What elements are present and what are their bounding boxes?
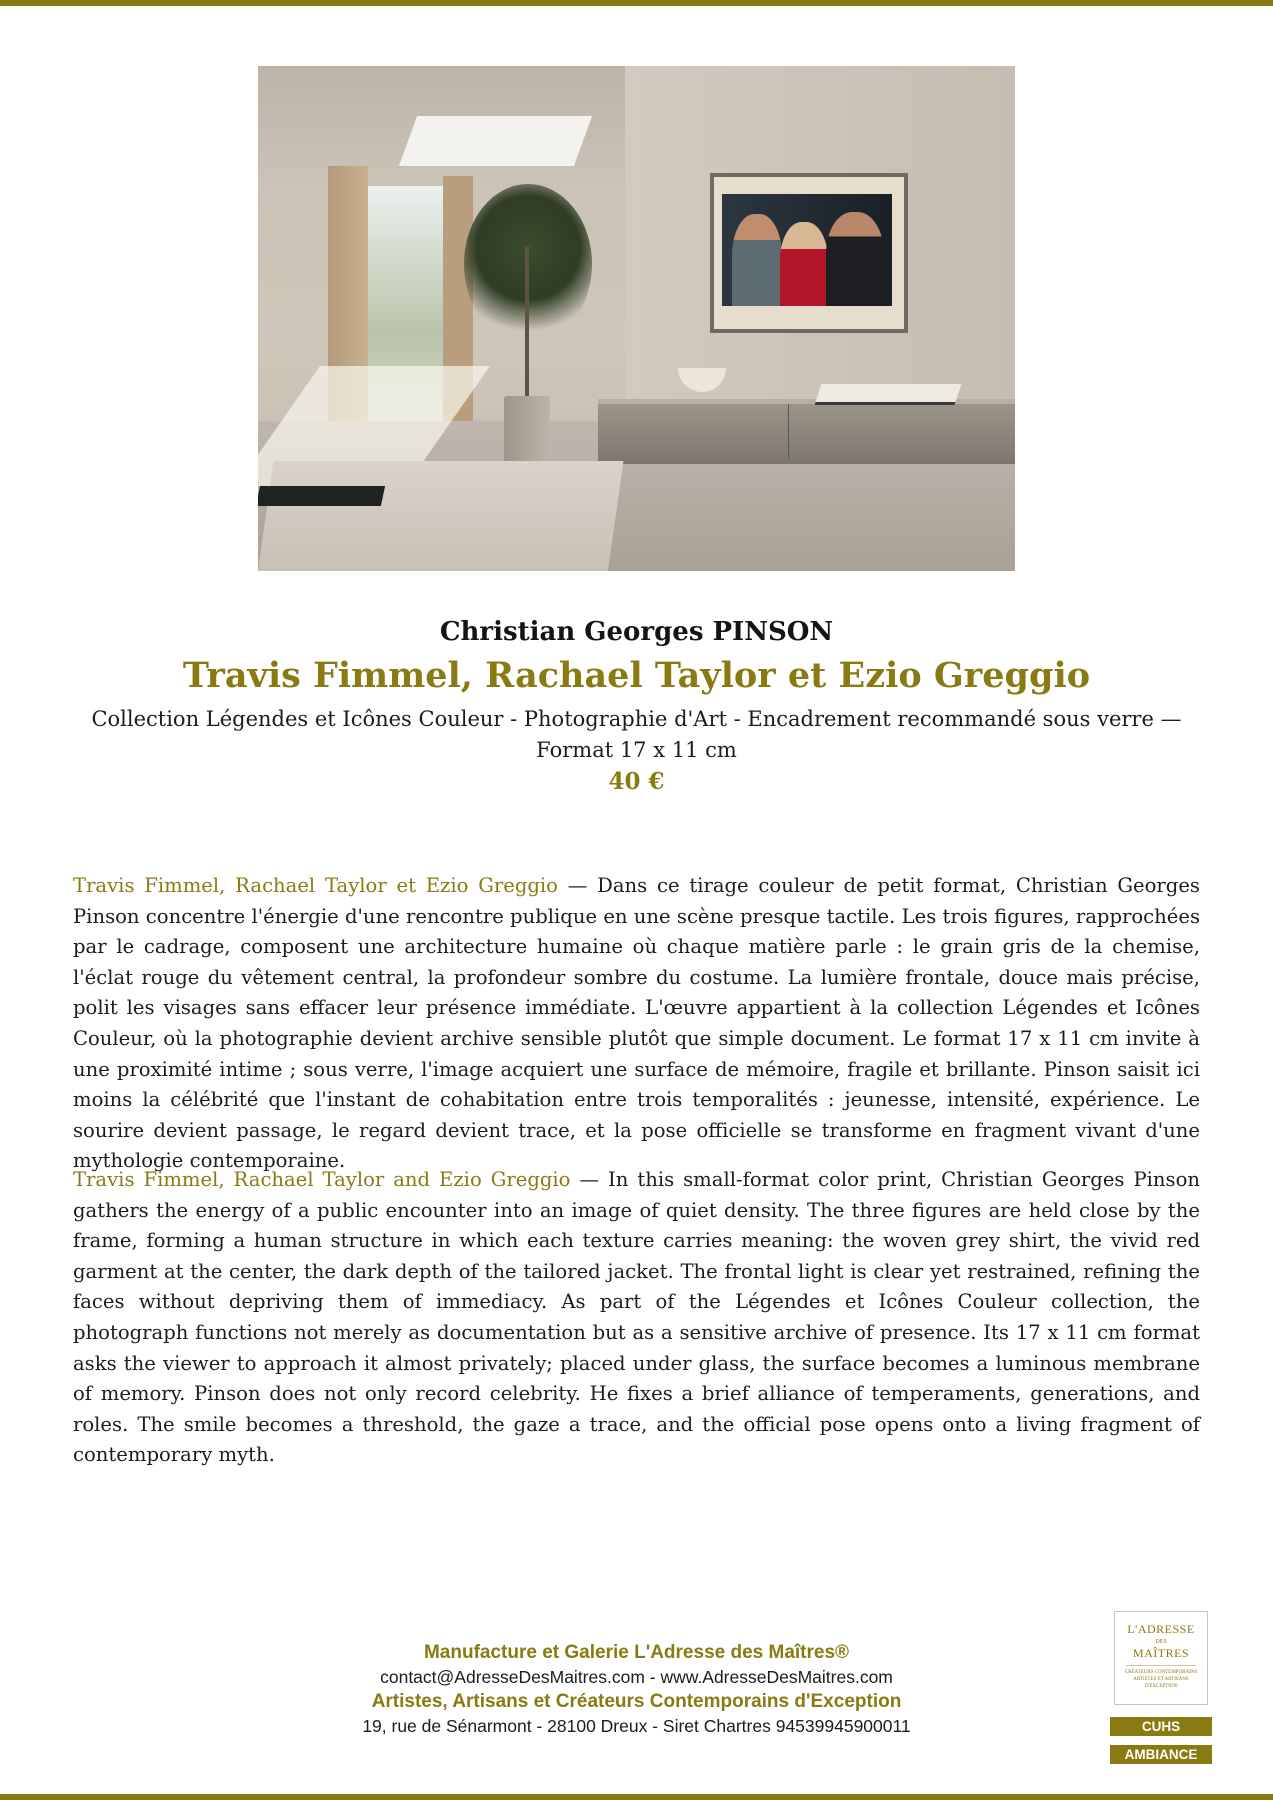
plant-trunk	[525, 246, 529, 401]
wall-console	[598, 399, 1015, 464]
photo-figure-center	[780, 222, 828, 306]
description-english-lead: Travis Fimmel, Rachael Taylor and Ezio Greggio	[73, 1168, 571, 1191]
logo-line-3: MAÎTRES	[1132, 1646, 1190, 1660]
footer-company: Manufacture et Galerie L'Adresse des Maîtres®	[423, 1642, 850, 1663]
photo-figure-right	[826, 212, 884, 306]
photo-figure-left	[732, 214, 782, 306]
description-english	[73, 1165, 1200, 1471]
artwork-price: 40 €	[608, 768, 665, 795]
open-book	[815, 384, 962, 405]
artist-name: Christian Georges PINSON	[439, 617, 834, 647]
description-french-lead: Travis Fimmel, Rachael Taylor et Ezio Greggio	[73, 874, 558, 897]
logo-line-4: CRÉATEURS CONTEMPORAINS ARTISTES ET ARTISANS D'EXCEPTION	[1124, 1670, 1198, 1689]
artwork-subtitle: Collection Légendes et Icônes Couleur - Photographie d'Art - Encadrement recommandé sous verre — Format 17 x 11 cm	[91, 707, 1182, 762]
badge-cuhs: CUHS	[1110, 1717, 1212, 1736]
bottom-border	[0, 1794, 1273, 1800]
scene-bench	[258, 461, 623, 571]
footer-contact: contact@AdresseDesMaitres.com - www.AdresseDesMaitres.com	[380, 1667, 893, 1687]
footer-address: 19, rue de Sénarmont - 28100 Dreux - Siret Chartres 94539945900011	[362, 1716, 911, 1736]
description-french-text: — Dans ce tirage couleur de petit format, Christian Georges Pinson concentre l'énergie d'une rencontre publique en une scène presque tactile. Les trois figures, rapprochées par le cadrage, composent une architecture humaine où chaque matière parle : le grain gris de la chemise, l'éclat rouge du vêtement central, la profondeur sombre du costume. La lumière frontale, douce mais précise, polit les visages sans effacer leur présence immédiate. L'œuvre appartient à la collection Légendes et Icônes Couleur, où la photographie devient archive sensible plutôt que simple document. Le format 17 x 11 cm invite à une proximité intime ; sous verre, l'image acquiert une surface de mémoire, fragile et brillante. Pinson saisit ici moins la célébrité que l'instant de cohabitation entre trois temporalités : jeunesse, intensité, expérience. Le sourire devient passage, le regard devient trace, et la pose officielle se transforme en fragment vivant d'une mythologie contemporaine.	[73, 874, 1200, 1173]
logo-rule	[1126, 1665, 1196, 1666]
badge-ambiance: AMBIANCE	[1110, 1745, 1212, 1764]
coffee-table-book	[258, 486, 385, 506]
plant-pot	[504, 396, 550, 464]
footer-tagline: Artistes, Artisans et Créateurs Contemporains d'Exception	[371, 1691, 902, 1712]
console-divider	[788, 404, 789, 459]
logo-line-2: DES	[1155, 1639, 1167, 1645]
logo-line-1: L'ADRESSE	[1127, 1622, 1195, 1636]
artwork-title: Travis Fimmel, Rachael Taylor et Ezio Greggio	[182, 655, 1091, 696]
brand-logo	[1114, 1611, 1208, 1705]
footer	[0, 1640, 1273, 1738]
artwork-scene-image	[258, 66, 1015, 571]
description-english-text: — In this small-format color print, Christian Georges Pinson gathers the energy of a public encounter into an image of quiet density. The three figures are held close by the frame, forming a human structure in which each texture carries meaning: the woven grey shirt, the vivid red garment at the center, the dark depth of the tailored jacket. The frontal light is clear yet restrained, refining the faces without depriving them of immediacy. As part of the Légendes et Icônes Couleur collection, the photograph functions not merely as documentation but as a sensitive archive of presence. Its 17 x 11 cm format asks the viewer to approach it almost privately; placed under glass, the surface becomes a luminous membrane of memory. Pinson does not only record celebrity. He fixes a brief alliance of temperaments, generations, and roles. The smile becomes a threshold, the gaze a trace, and the official pose opens onto a living fragment of contemporary myth.	[73, 1168, 1200, 1467]
framed-photo-content	[722, 194, 892, 306]
scene-skylight	[399, 116, 592, 166]
description-french	[73, 871, 1200, 1177]
top-border	[0, 0, 1273, 6]
